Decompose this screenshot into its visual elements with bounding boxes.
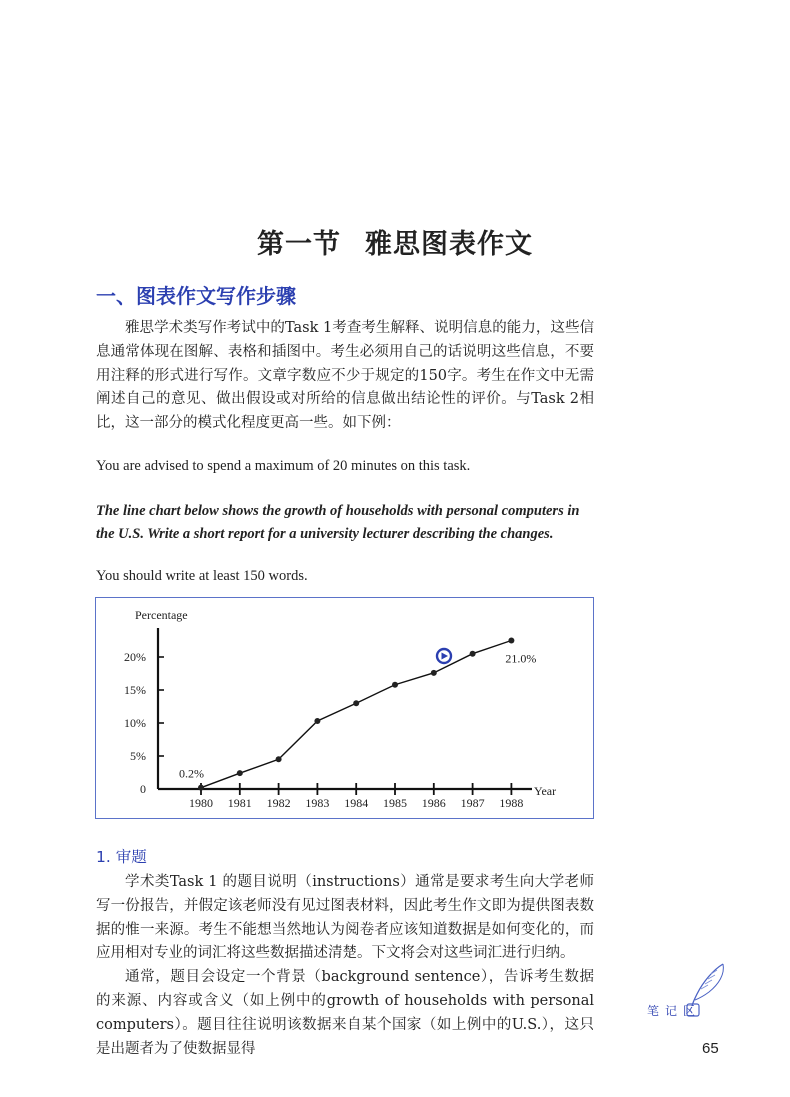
data-point xyxy=(470,651,476,657)
page-number: 65 xyxy=(702,1040,719,1057)
chart-annotations xyxy=(179,652,536,781)
x-tick-label: 1986 xyxy=(421,796,446,810)
x-tick-label: 1980 xyxy=(189,796,213,810)
y-tick-label: 0 xyxy=(140,782,146,796)
y-tick-label: 10% xyxy=(124,716,146,730)
line-chart-box xyxy=(95,597,594,819)
play-icon[interactable] xyxy=(437,649,451,663)
data-point xyxy=(276,756,282,762)
data-point xyxy=(392,682,398,688)
chart-series xyxy=(198,638,514,791)
subhead-writing-steps: 一、图表作文写作步骤 xyxy=(96,284,296,308)
y-tick-label: 5% xyxy=(130,749,146,763)
x-tick-label: 1983 xyxy=(305,796,330,810)
x-tick-label: 1981 xyxy=(227,796,252,810)
data-point xyxy=(353,700,359,706)
chart-x-ticks xyxy=(189,783,523,810)
subhead-audit: 1. 审题 xyxy=(96,848,147,866)
task-words-text: You should write at least 150 words. xyxy=(96,568,308,584)
chart-ylabel: Percentage xyxy=(135,608,188,622)
data-label: 21.0% xyxy=(505,651,537,666)
y-tick-label: 15% xyxy=(124,683,146,697)
audit-paragraph-2: 通常，题目会设定一个背景（background sentence），告诉考生数据的来源、内容或含义（如上例中的growth of households with personal computers）。题目往往说明该数据来自某个国家（如上例中的U.S.），这只是出题者为了使数据显得 xyxy=(96,969,594,1057)
section-title xyxy=(0,222,790,261)
data-label: 0.2% xyxy=(179,766,204,781)
x-tick-label: 1982 xyxy=(266,796,291,810)
x-tick-label: 1985 xyxy=(383,796,407,810)
intro-paragraph xyxy=(96,317,594,436)
y-tick-label: 20% xyxy=(124,650,146,664)
section-number: 第一节 xyxy=(257,229,341,260)
series-line xyxy=(201,641,511,788)
x-tick-label: 1988 xyxy=(499,796,524,810)
data-point xyxy=(237,770,243,776)
line-chart xyxy=(96,598,593,818)
data-point xyxy=(314,718,320,724)
task-prompt-text: The line chart below shows the growth of households with personal computers in the U.S. Write a short report for a university lecturer describing the changes. xyxy=(96,503,580,542)
data-point xyxy=(508,638,514,644)
audit-paragraph-1: 学术类Task 1 的题目说明（instructions）通常是要求考生向大学老师写一份报告，并假定该老师没有见过图表材料，因此考生作文即为提供图表数据的惟一来源。考生不能想当然地认为阅卷者应该知道数据是如何变化的，而应用相对专业的词汇将这些数据描述清楚。下文将会对这些词汇进行归纳。 xyxy=(96,874,594,962)
chart-xlabel: Year xyxy=(534,784,557,798)
section-name: 雅思图表作文 xyxy=(365,229,533,260)
data-point xyxy=(198,785,204,791)
data-point xyxy=(431,670,437,676)
notes-area-label: 笔记区 xyxy=(647,1004,702,1018)
x-tick-label: 1987 xyxy=(460,796,485,810)
audit-paragraphs xyxy=(96,871,594,1061)
x-tick-label: 1984 xyxy=(344,796,369,810)
intro-text: 雅思学术类写作考试中的Task 1考查考生解释、说明信息的能力，这些信息通常体现在图解、表格和插图中。考生必须用自己的话说明这些信息，不要用注释的形式进行写作。文章字数应不少于规定的150字。考生在作文中无需阐述自己的意见、做出假设或对所给的信息做出结论性的评价。与Task 2相比，这一部分的模式化程度更高一些。如下例： xyxy=(96,320,594,432)
task-time-text: You are advised to spend a maximum of 20 minutes on this task. xyxy=(96,458,471,474)
